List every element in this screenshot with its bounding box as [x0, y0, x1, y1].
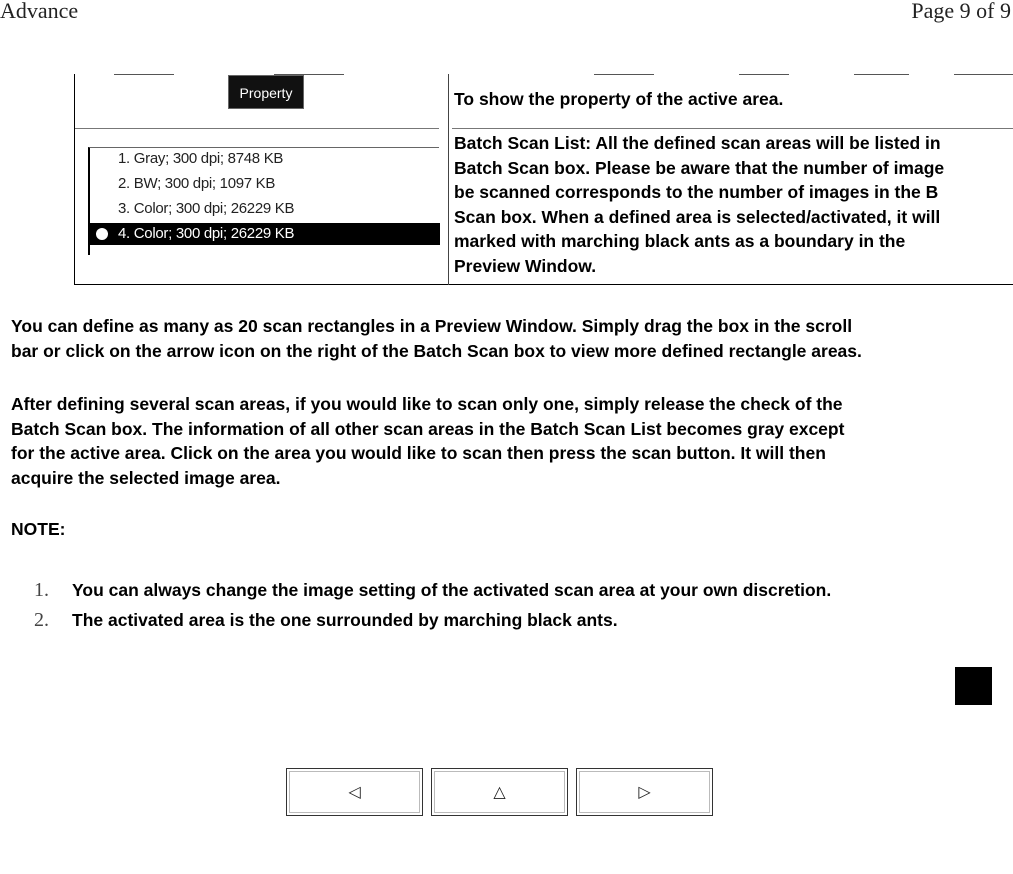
next-page-button[interactable]: [576, 768, 713, 816]
row-divider: [452, 128, 1013, 129]
batch-scan-list[interactable]: [88, 147, 439, 255]
black-marker: [955, 667, 992, 705]
table-top-edge: [594, 74, 654, 75]
active-area-icon: [96, 228, 108, 240]
up-triangle-icon: △: [493, 784, 506, 801]
previous-page-button[interactable]: [286, 768, 423, 816]
property-table: [74, 74, 1013, 286]
note-item: 2. The activated area is the one surrounded by marching black ants.: [34, 609, 618, 631]
note-label: NOTE:: [11, 519, 66, 539]
row-divider: [74, 128, 439, 129]
list-item[interactable]: 3. Color; 300 dpi; 26229 KB: [118, 200, 295, 217]
right-triangle-icon: ▷: [638, 784, 651, 801]
table-top-edge: [114, 74, 174, 75]
property-description: To show the property of the active area.: [454, 89, 784, 109]
table-top-edge: [854, 74, 909, 75]
document-title: Advance: [0, 0, 79, 23]
note-item: 1. You can always change the image setting of the activated scan area at your own discretion.: [34, 579, 832, 601]
paragraph-scan-rectangles: You can define as many as 20 scan rectangles in a Preview Window. Simply drag the box in the scroll bar or click on the arrow icon on the right of the Batch Scan box to view more defined rectangle areas.: [11, 316, 862, 361]
column-divider: [448, 74, 449, 285]
table-top-edge: [739, 74, 789, 75]
table-bottom-border: [74, 284, 1013, 285]
page-number: Page 9 of 9: [911, 0, 1011, 23]
batch-scan-description: Batch Scan List: All the defined scan areas will be listed in Batch Scan box. Please be aware that the number of image be scanned corresponds to the number of images in the B Scan box. When a defined area is selected/activated, it will marked with marching black ants as a boundary in the Preview Window.: [454, 133, 945, 276]
paragraph-single-scan: After defining several scan areas, if you would like to scan only one, simply release the check of the Batch Scan box. The information of all other scan areas in the Batch Scan List becomes gray except for the active area. Click on the area you would like to scan then press the scan button. It will then acquire the selected image area.: [11, 394, 845, 488]
list-item[interactable]: 2. BW; 300 dpi; 1097 KB: [118, 175, 276, 192]
table-left-border: [74, 74, 75, 285]
left-triangle-icon: ◁: [348, 784, 361, 801]
up-page-button[interactable]: [431, 768, 568, 816]
list-item[interactable]: 1. Gray; 300 dpi; 8748 KB: [118, 150, 284, 167]
property-button[interactable]: Property: [228, 75, 304, 109]
list-item-selected[interactable]: 4. Color; 300 dpi; 26229 KB: [90, 223, 440, 245]
table-top-edge: [954, 74, 1013, 75]
